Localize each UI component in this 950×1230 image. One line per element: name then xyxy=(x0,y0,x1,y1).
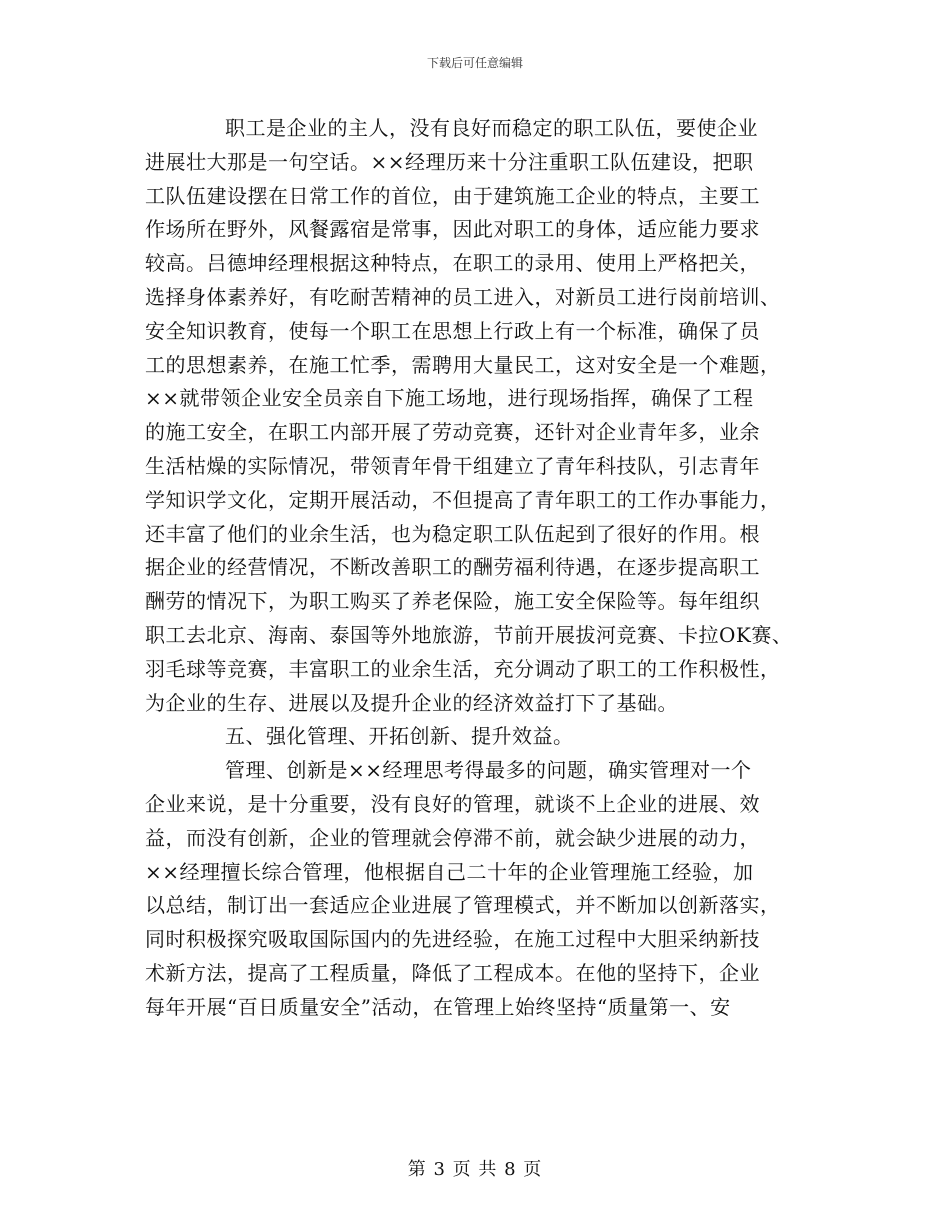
paragraph-line: 工的思想素养，在施工忙季，需聘用大量民工，这对安全是一个难题， xyxy=(145,352,781,377)
paragraph-line: 管理、创新是××经理思考得最多的问题，确实管理对一个 xyxy=(225,758,752,783)
paragraph-line: 羽毛球等竞赛，丰富职工的业余生活，充分调动了职工的工作积极性， xyxy=(145,656,781,681)
paragraph-line: 较高。吕德坤经理根据这种特点，在职工的录用、使用上严格把关， xyxy=(145,251,760,276)
paragraph-line: 酬劳的情况下，为职工购买了养老保险，施工安全保险等。每年组织 xyxy=(145,589,760,614)
paragraph-line: 作场所在野外，风餐露宿是常事，因此对职工的身体，适应能力要求 xyxy=(145,217,760,242)
paragraph-line: 益，而没有创新，企业的管理就会停滞不前，就会缺少进展的动力， xyxy=(145,825,760,850)
paragraph-line: 每年开展“百日质量安全”活动，在管理上始终坚持“质量第一、安 xyxy=(145,994,731,1019)
page-footer: 第 3 页 共 8 页 xyxy=(407,1159,543,1180)
paragraph-line: 生活枯燥的实际情况，带领青年骨干组建立了青年科技队，引志青年 xyxy=(145,453,760,478)
page-header: 下载后可任意编辑 xyxy=(426,56,523,70)
paragraph-line: 同时积极探究吸取国际国内的先进经验，在施工过程中大胆采纳新技 xyxy=(145,927,760,952)
paragraph-line: 术新方法，提高了工程质量，降低了工程成本。在他的坚持下，企业 xyxy=(145,960,760,985)
section-heading: 五、强化管理、开拓创新、提升效益。 xyxy=(225,724,574,749)
paragraph-line: 工队伍建设摆在日常工作的首位，由于建筑施工企业的特点，主要工 xyxy=(145,183,760,208)
paragraph-line: 还丰富了他们的业余生活，也为稳定职工队伍起到了很好的作用。根 xyxy=(145,521,760,546)
paragraph-line: 为企业的生存、进展以及提升企业的经济效益打下了基础。 xyxy=(145,690,678,715)
paragraph-line: 选择身体素养好，有吃耐苦精神的员工进入，对新员工进行岗前培训、 xyxy=(145,284,781,309)
paragraph-line: 职工去北京、海南、泰国等外地旅游，节前开展拔河竞赛、卡拉OK赛、 xyxy=(145,622,793,647)
paragraph-line: 职工是企业的主人，没有良好而稳定的职工队伍，要使企业 xyxy=(225,116,758,140)
paragraph-line: 进展壮大那是一句空话。××经理历来十分注重职工队伍建设，把职 xyxy=(145,149,754,174)
paragraph-line: 以总结，制订出一套适应企业进展了管理模式，并不断加以创新落实， xyxy=(145,893,781,918)
paragraph-line: 的施工安全，在职工内部开展了劳动竞赛，还针对企业青年多，业余 xyxy=(145,420,760,445)
paragraph-line: 学知识学文化，定期开展活动，不但提高了青年职工的工作办事能力， xyxy=(145,487,781,512)
paragraph-line: 企业来说，是十分重要，没有良好的管理，就谈不上企业的进展、效 xyxy=(145,791,760,816)
paragraph-line: ××就带领企业安全员亲自下施工场地，进行现场指挥，确保了工程 xyxy=(145,386,754,411)
paragraph-line: ××经理擅长综合管理，他根据自己二十年的企业管理施工经验，加 xyxy=(145,859,754,884)
paragraph-line: 据企业的经营情况，不断改善职工的酬劳福利待遇，在逐步提高职工 xyxy=(145,555,760,580)
paragraph-line: 安全知识教育，使每一个职工在思想上行政上有一个标准，确保了员 xyxy=(145,318,760,343)
document-body xyxy=(145,112,805,1025)
